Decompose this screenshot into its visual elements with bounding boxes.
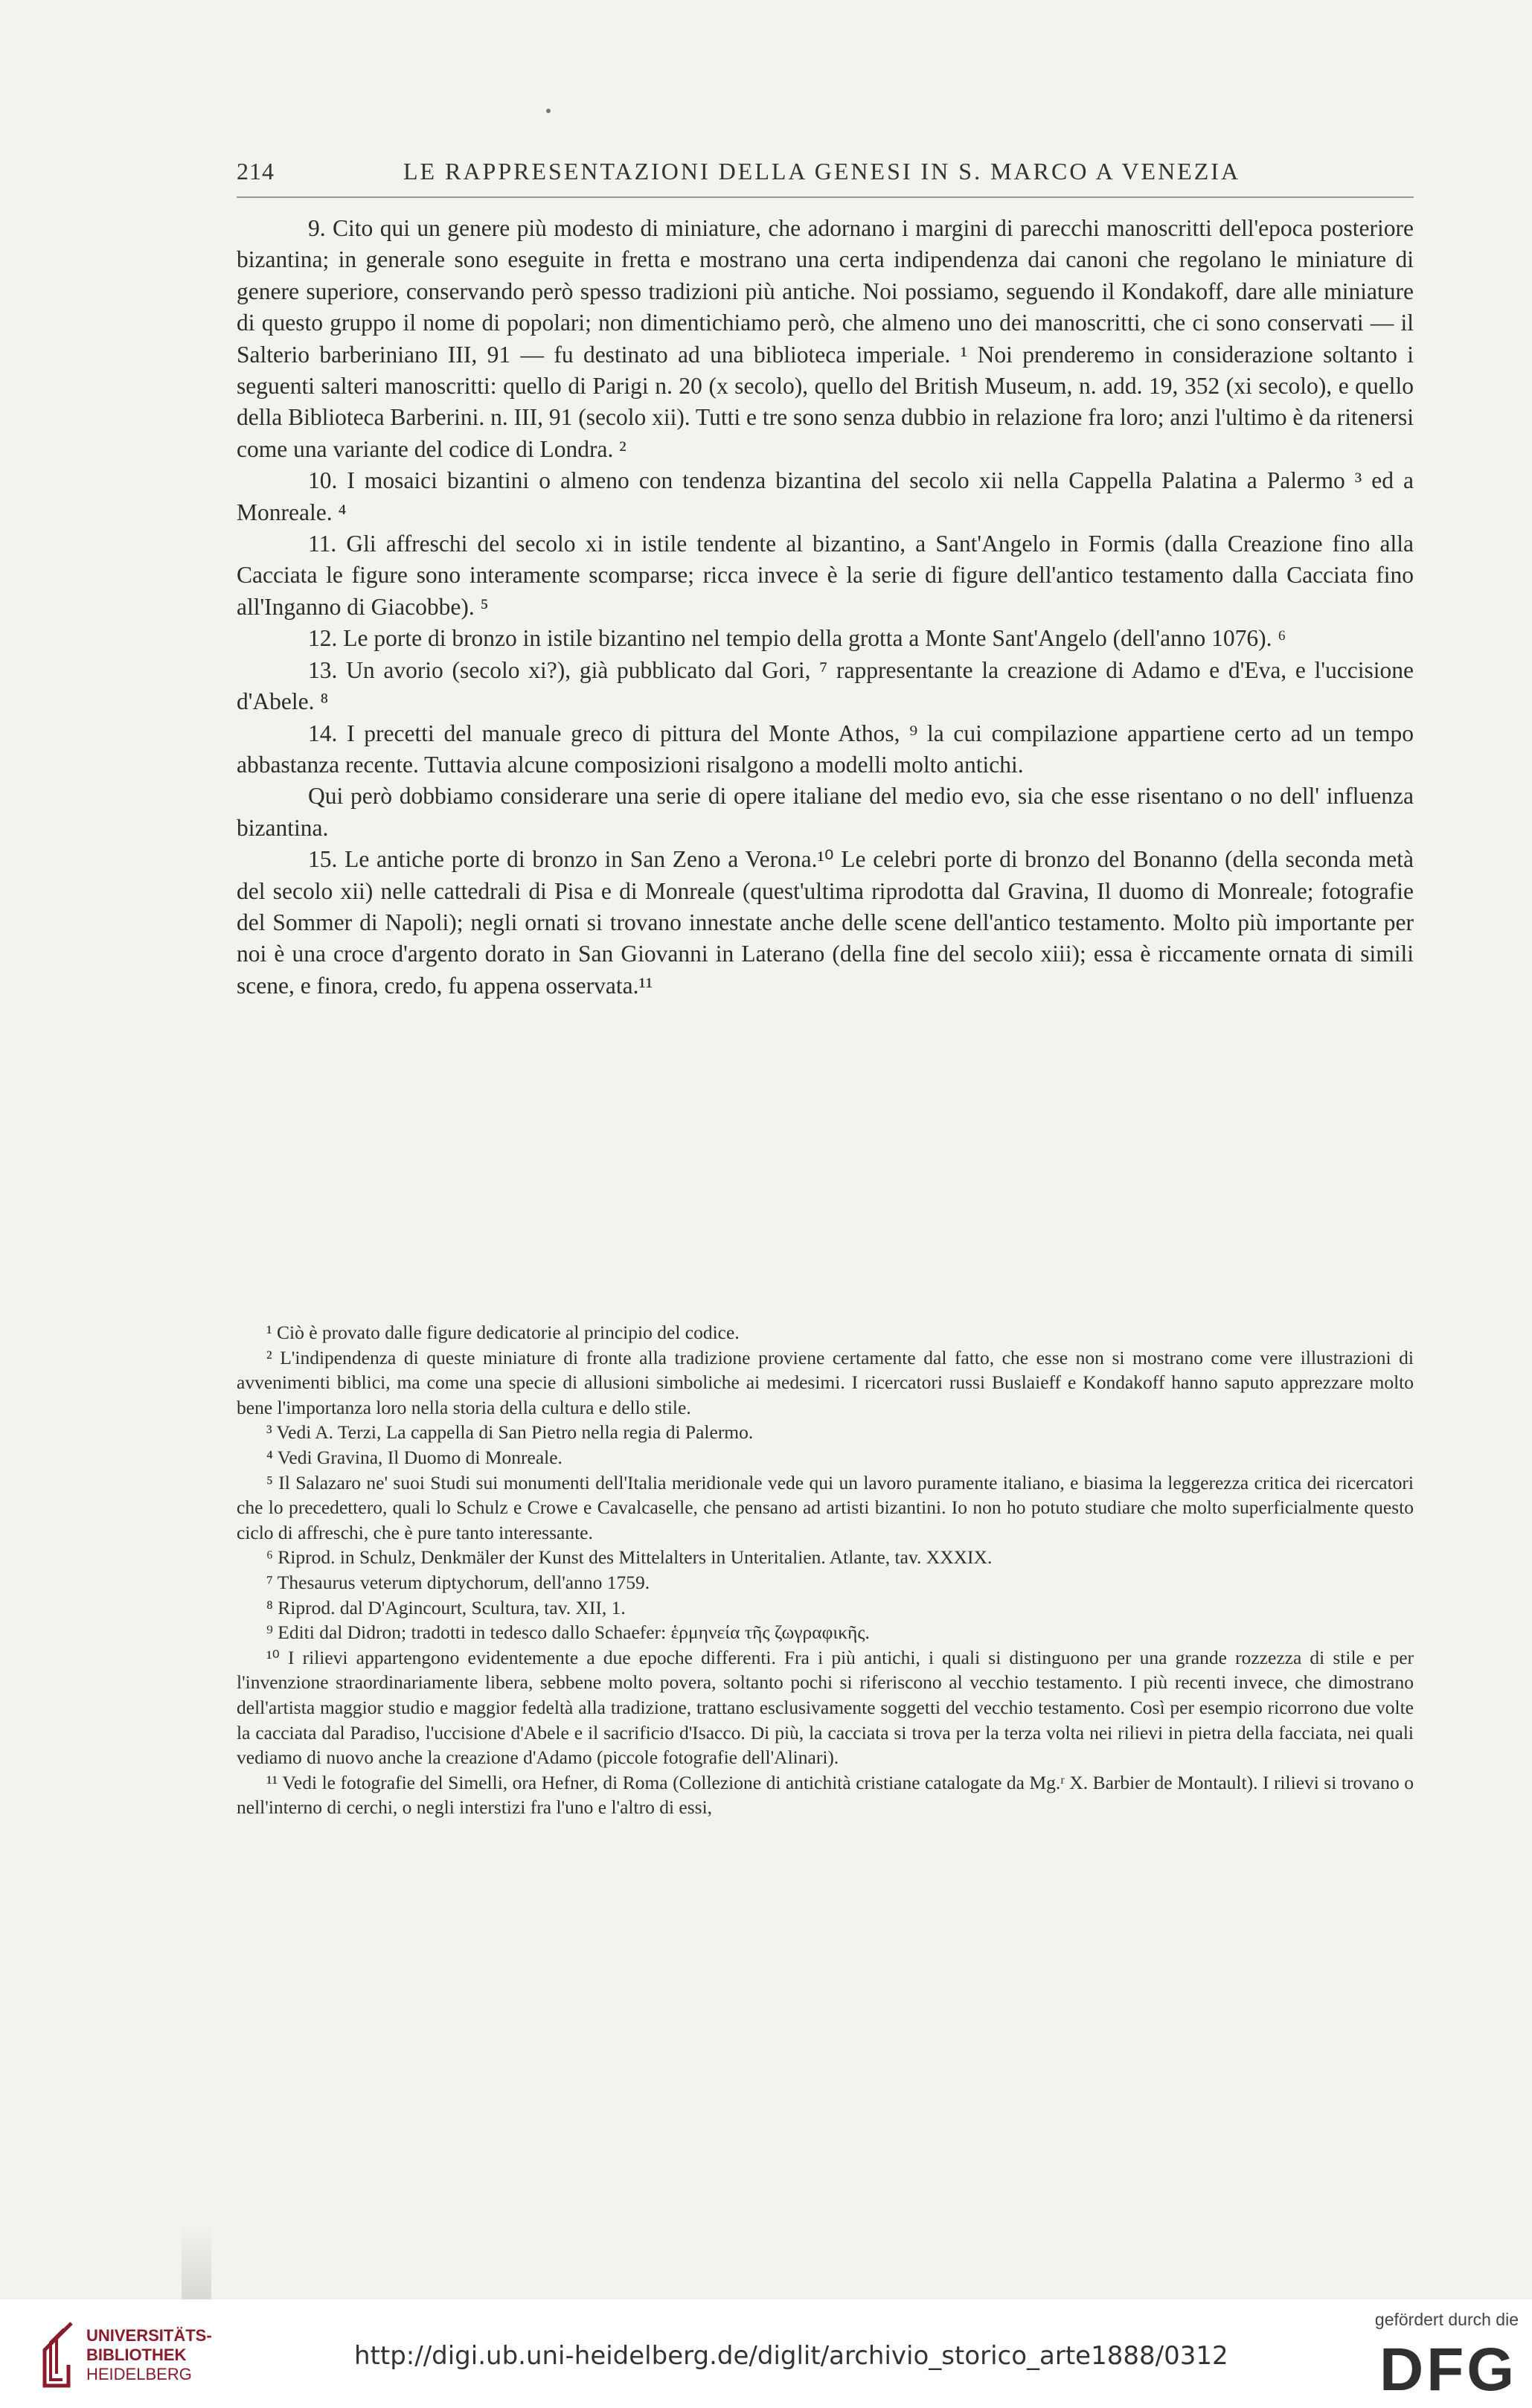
dfg-logo[interactable]: DFG [1379,2336,1518,2404]
paragraph-14: 14. I precetti del manuale greco di pittura del Monte Athos, ⁹ la cui compilazione appartiene certo ad un tempo abbastanza recente. Tuttavia alcune composizioni risalgono a modelli molto antichi. [237,720,1414,778]
footnote-7: ⁷ Thesaurus veterum diptychorum, dell'anno 1759. [266,1571,650,1593]
footnote-6: ⁶ Riprod. in Schulz, Denkmäler der Kunst des Mittelalters in Unteritalien. Atlante, tav. XXXIX. [266,1546,993,1569]
footnote-8: ⁸ Riprod. dal D'Agincourt, Scultura, tav. XII, 1. [266,1596,626,1618]
running-title: LE RAPPRESENTAZIONI DELLA GENESI IN S. MARCO A VENEZIA [403,158,1241,185]
library-name[interactable] [86,2326,212,2384]
library-logo-icon[interactable] [34,2319,79,2390]
paragraph-intro: Qui però dobbiamo considerare una serie di opere italiane del medio evo, sia che esse risentano o no dell' influenza bizantina. [237,783,1414,841]
header-rule [237,196,1414,198]
funded-by-label: gefördert durch die [1374,2310,1519,2329]
footnote-5: ⁵ Il Salazaro ne' suoi Studi sui monumenti dell'Italia meridionale vede qui un lavoro puramente italiano, e biasima la leggerezza critica dei ricercatori che lo precedettero, quali lo Schulz e Crowe e Cavalcaselle, che pensano ad artisti bizantini. Io non ho potuto studiare che molto superficialmente questo ciclo di affreschi, che è pure tanto interessante. [237,1471,1414,1543]
paragraph-13: 13. Un avorio (secolo xi?), già pubblicato dal Gori, ⁷ rappresentante la creazione di Adamo e d'Eva, e l'uccisione d'Abele. ⁸ [237,656,1414,715]
footnote-1: ¹ Ciò è provato dalle figure dedicatorie al principio del codice. [266,1322,740,1343]
footnotes [237,1320,1414,1820]
running-header [237,149,1414,193]
footnote-2: ² L'indipendenza di queste miniature di fronte alla tradizione proviene certamente dal fatto, che esse non si mostrano come vere illustrazioni di avvenimenti biblici, ma come una specie di allusioni simboliche ai medesimi. I ricercatori russi Buslaieff e Kondakoff hanno saputo apprezzare molto bene l'importanza loro nella storia della cultura e dello stile. [237,1346,1414,1418]
footnote-3: ³ Vedi A. Terzi, La cappella di San Pietro nella regia di Palermo. [266,1421,754,1444]
library-line-3: HEIDELBERG [86,2365,192,2383]
footnote-11: ¹¹ Vedi le fotografie del Simelli, ora Hefner, di Roma (Collezione di antichità cristiane catalogate da Mg.ʳ X. Barbier de Montault). I rilievi si trovano o nell'interno di cerchi, o negli interstizi fra l'uno e l'altro di essi, [237,1771,1414,1819]
footnote-4: ⁴ Vedi Gravina, Il Duomo di Monreale. [266,1446,563,1468]
speck [546,109,551,113]
main-text [237,213,1414,1002]
paragraph-15: 15. Le antiche porte di bronzo in San Zeno a Verona.¹⁰ Le celebri porte di bronzo del Bonanno (della seconda metà del secolo xii) nelle cattedrali di Pisa e di Monreale (quest'ultima riprodotta dal Gravina, Il duomo di Monreale; fotografie del Sommer di Napoli); negli ornati si trovano innestate anche delle scene dell'antico testamento. Molto più importante per noi è una croce d'argento dorato in San Giovanni in Laterano (della fine del secolo xiii); essa è riccamente ornata di simili scene, e finora, credo, fu appena osservata.¹¹ [237,846,1414,999]
paragraph-9: 9. Cito qui un genere più modesto di miniature, che adornano i margini di parecchi manoscritti dell'epoca posteriore bizantina; in generale sono eseguite in fretta e mostrano una certa indipendenza dai canoni che regolano le miniature di genere superiore, conservando però spesso tradizioni più antiche. Noi possiamo, seguendo il Kondakoff, dare alle miniature di questo gruppo il nome di popolari; non dimentichiamo però, che almeno uno dei manoscritti, che ci sono conservati — il Salterio barberiniano III, 91 — fu destinato ad una biblioteca imperiale. ¹ Noi prenderemo in considerazione soltanto i seguenti salteri manoscritti: quello di Parigi n. 20 (x secolo), quello del British Museum, n. add. 19, 352 (xi secolo), e quello della Biblioteca Barberini. n. III, 91 (secolo xii). Tutti e tre sono senza dubbio in relazione fra loro; anzi l'ultimo è da ritenersi come una variante del codice di Londra. ² [237,215,1414,462]
viewer-footer [0,2299,1532,2408]
library-line-2: BIBLIOTHEK [86,2345,187,2364]
footnote-10: ¹⁰ I rilievi appartengono evidentemente a due epoche differenti. Fra i più antichi, i quali si distinguono per una grande rozzezza di stile e per l'invenzione straordinariamente libera, sebbene molto povera, soltanto pochi si riferiscono al vecchio testamento. I più recenti invece, che dimostrano dell'artista maggior studio e maggior fedeltà alla tradizione, trattano esclusivamente soggetti del vecchio testamento. Così per esempio ricorrono due volte la cacciata dal Paradiso, l'uccisione d'Abele e il sacrificio d'Isacco. Di più, la cacciata si trova per la terza volta nei rilievi in pietra della facciata, nei quali vediamo di nuovo anche la creazione d'Adamo (piccole fotografie dell'Alinari). [237,1646,1414,1769]
library-line-1: UNIVERSITÄTS- [86,2326,212,2345]
page-number: 214 [237,158,275,185]
footnote-9: ⁹ Editi dal Didron; tradotti in tedesco dallo Schaefer: ἑρμηνεία τῆς ζωγραφικῆς. [266,1621,870,1644]
permalink[interactable]: http://digi.ub.uni-heidelberg.de/diglit/archivio_storico_arte1888/0312 [354,2341,1228,2371]
paragraph-11: 11. Gli affreschi del secolo xi in istile tendente al bizantino, a Sant'Angelo in Formis (dalla Creazione fino alla Cacciata le figure sono interamente scomparse; ricca invece è la serie di figure dell'antico testamento dalla Cacciata fino all'Inganno di Giacobbe). ⁵ [237,531,1414,620]
paragraph-12: 12. Le porte di bronzo in istile bizantino nel tempio della grotta a Monte Sant'Angelo (dell'anno 1076). ⁶ [308,625,1286,652]
paragraph-10: 10. I mosaici bizantini o almeno con tendenza bizantina del secolo xii nella Cappella Palatina a Palermo ³ ed a Monreale. ⁴ [237,467,1414,525]
